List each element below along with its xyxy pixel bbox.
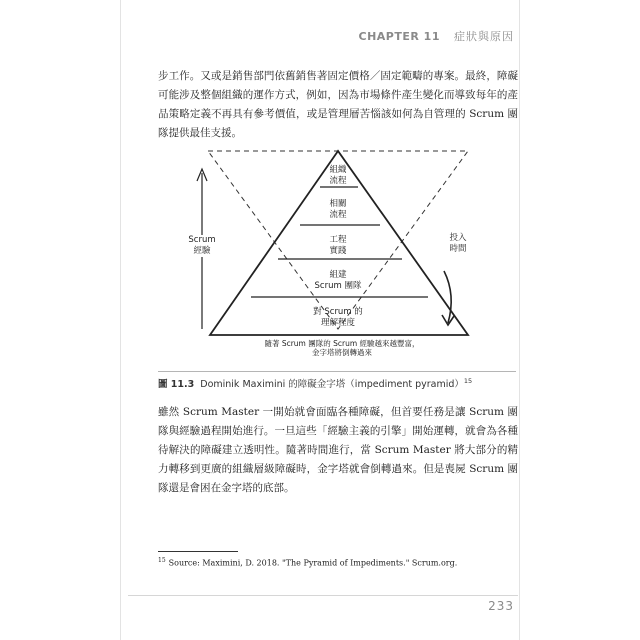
caption-divider <box>158 371 516 372</box>
chapter-label: CHAPTER 11 <box>358 30 440 43</box>
figure-number: 圖 11.3 <box>158 379 195 390</box>
footnote <box>158 557 518 568</box>
time-invested-arrow <box>444 271 451 323</box>
page-edge-left <box>120 0 121 640</box>
figure-caption <box>158 376 518 390</box>
footnote-divider <box>158 551 238 552</box>
impediment-pyramid-figure <box>186 147 486 357</box>
page-edge-right <box>519 0 520 640</box>
level-label-5: 對 Scrum 的 理解程度 <box>313 307 363 328</box>
footnote-number: 15 <box>158 557 166 564</box>
level-label-3: 工程 實踐 <box>329 235 347 256</box>
footnote-text: Source: Maximini, D. 2018. "The Pyramid of Impediments." Scrum.org. <box>168 558 458 568</box>
page-number: 233 <box>488 599 514 613</box>
scrum-experience-label: Scrum 經驗 <box>180 235 224 257</box>
running-header <box>359 28 514 44</box>
footer-divider <box>128 595 518 596</box>
body-paragraph-2: 雖然 Scrum Master 一開始就會面臨各種障礙，但首要任務是讓 Scrum 團隊與經驗過程開始進行。一旦這些「經驗主義的引擎」開始運轉，就會為各種待解決的障礙建立透明性。隨著時間進行，當 Scrum Master 將大部分的精力轉移到更廣的組織層級障礙時，金字塔就會倒轉過來。但是喪屍 Scrum 團隊還是會困在金字塔的底部。 <box>158 406 518 494</box>
body-paragraph-1: 步工作。又或是銷售部門依舊銷售著固定價格／固定範疇的專案。最終，障礙可能涉及整個組織的運作方式，例如，因為市場條件產生變化而導致每年的產品策略定義不再具有參考價值，或是管理層苦惱該如何為自管理的 Scrum 團隊提供最佳支援。 <box>158 70 518 139</box>
level-label-4: 組建 Scrum 團隊 <box>314 270 362 291</box>
chapter-title: 症狀與原因 <box>454 30 514 43</box>
footnote-ref: 15 <box>463 376 473 385</box>
level-label-2: 相關 流程 <box>329 199 347 220</box>
pyramid-note: 隨著 Scrum 團隊的 Scrum 經驗越來越豐富， 金字塔將倒轉過來 <box>264 339 420 357</box>
figure-caption-text: Dominik Maximini 的障礙金字塔（impediment pyramid） <box>200 379 464 390</box>
time-invested-label: 投入 時間 <box>449 233 467 254</box>
level-label-1: 組織 流程 <box>329 165 347 186</box>
